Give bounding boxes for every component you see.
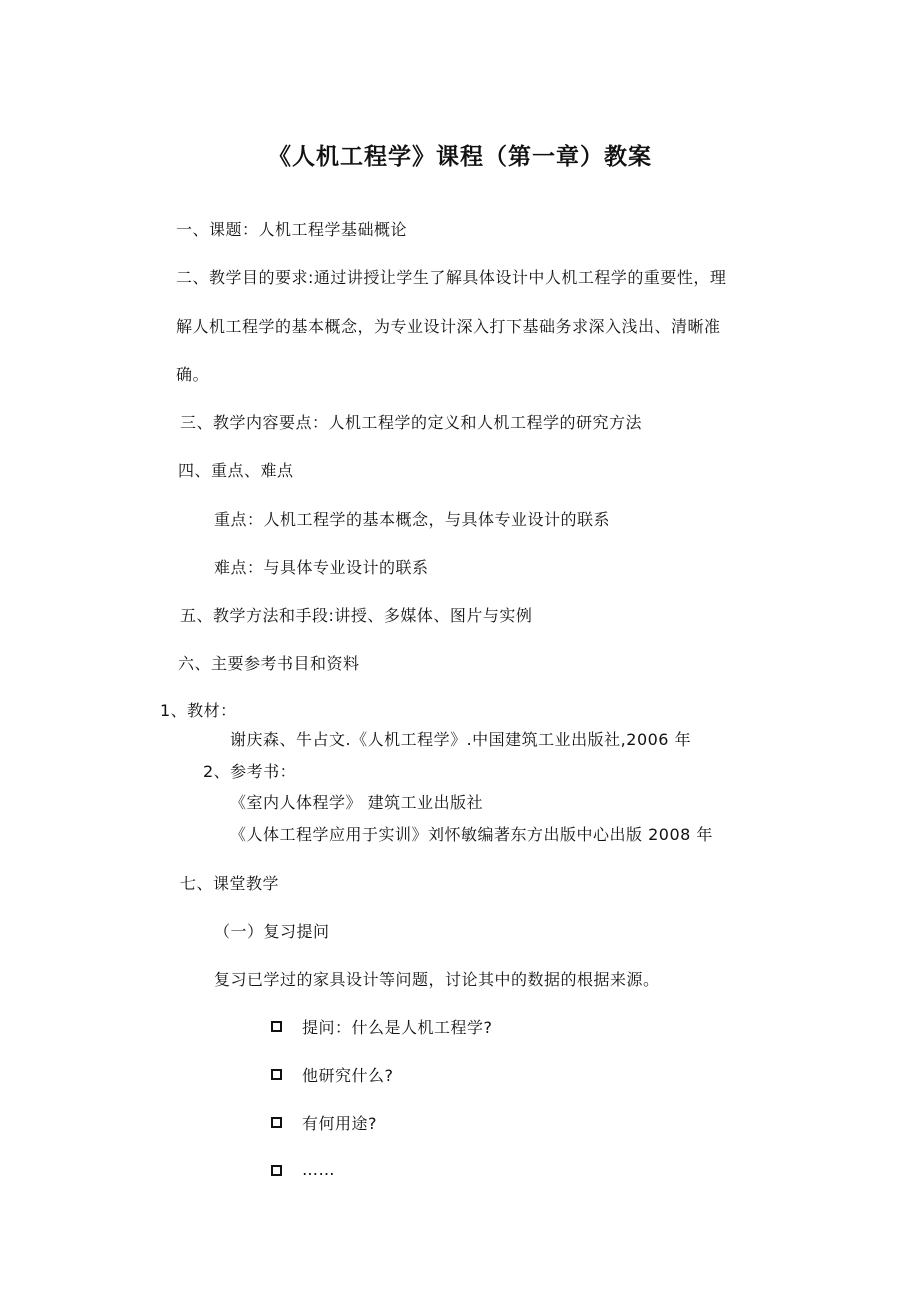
checkbox-icon	[271, 1117, 282, 1128]
section-objectives-line1: 二、教学目的要求:通过讲授让学生了解具体设计中人机工程学的重要性，理	[176, 268, 727, 287]
review-subheading: （一）复习提问	[214, 922, 330, 941]
checkbox-icon	[271, 1021, 282, 1032]
review-text: 复习已学过的家具设计等问题，讨论其中的数据的根据来源。	[214, 970, 660, 989]
section-objectives-line2: 解人机工程学的基本概念，为专业设计深入打下基础务求深入浅出、清晰准	[176, 317, 721, 336]
page-title: 《人机工程学》课程（第一章）教案	[268, 144, 652, 170]
section-references: 六、主要参考书目和资料	[178, 654, 360, 673]
section-objectives-line3: 确。	[176, 365, 210, 384]
question-1: 提问：什么是人机工程学?	[302, 1018, 493, 1037]
section-classroom: 七、课堂教学	[180, 874, 280, 893]
section-key-difficult: 四、重点、难点	[178, 461, 294, 480]
section-content-points: 三、教学内容要点：人机工程学的定义和人机工程学的研究方法	[180, 413, 643, 432]
section-topic: 一、课题：人机工程学基础概论	[176, 220, 408, 239]
reference-books-label: 2、参考书：	[203, 762, 297, 781]
reference-book-1: 《室内人体程学》 建筑工业出版社	[230, 793, 484, 812]
textbook-entry: 谢庆森、牛占文.《人机工程学》.中国建筑工业出版社,2006 年	[230, 730, 692, 749]
textbook-label: 1、教材：	[160, 701, 237, 720]
question-3: 有何用途?	[302, 1114, 377, 1133]
key-point: 重点：人机工程学的基本概念，与具体专业设计的联系	[214, 510, 611, 529]
section-methods: 五、教学方法和手段:讲授、多媒体、图片与实例	[180, 606, 533, 625]
difficult-point: 难点：与具体专业设计的联系	[214, 558, 429, 577]
reference-book-2: 《人体工程学应用于实训》刘怀敏编著东方出版中心出版 2008 年	[230, 825, 713, 844]
checkbox-icon	[271, 1069, 282, 1080]
question-4: ……	[302, 1160, 335, 1179]
checkbox-icon	[271, 1165, 282, 1176]
question-2: 他研究什么?	[302, 1066, 394, 1085]
